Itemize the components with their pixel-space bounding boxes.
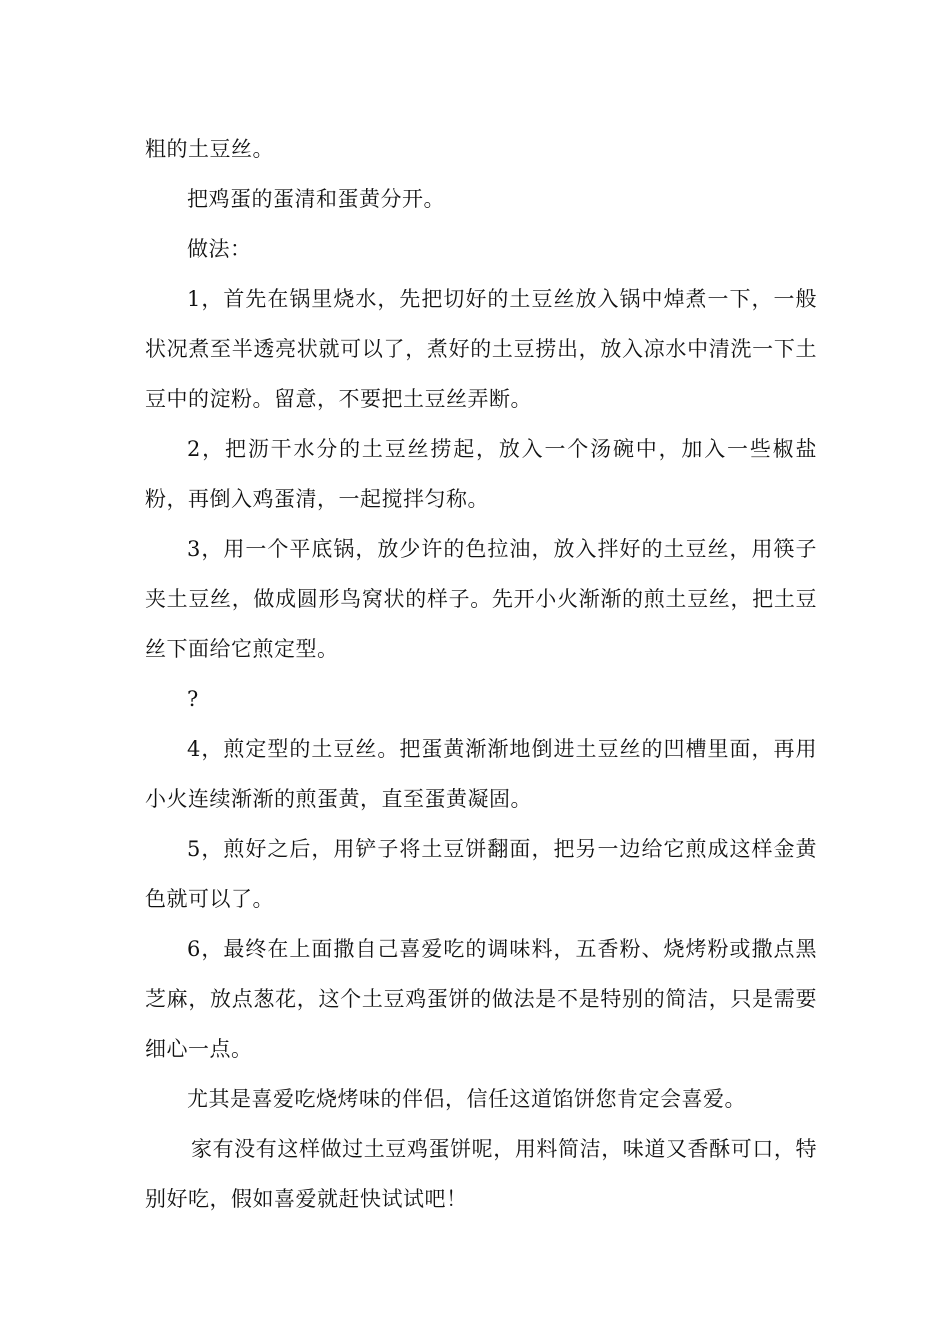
paragraph-step-5: 5，煎好之后，用铲子将土豆饼翻面，把另一边给它煎成这样金黄色就可以了。 bbox=[145, 837, 817, 911]
paragraph-step-2: 2，把沥干水分的土豆丝捞起，放入一个汤碗中，加入一些椒盐粉，再倒入鸡蛋清，一起搅拌匀称。 bbox=[145, 437, 817, 511]
paragraph-step-4: 4，煎定型的土豆丝。把蛋黄渐渐地倒进土豆丝的凹槽里面，再用小火连续渐渐的煎蛋黄，直至蛋黄凝固。 bbox=[145, 737, 817, 811]
document-body bbox=[145, 124, 817, 1224]
paragraph-closing: 家有没有这样做过土豆鸡蛋饼呢，用料简洁，味道又香酥可口，特别好吃，假如喜爱就赶快试试吧！ bbox=[145, 1137, 817, 1211]
paragraph-method-heading: 做法： bbox=[187, 237, 252, 261]
paragraph-step-1: 1，首先在锅里烧水，先把切好的土豆丝放入锅中焯煮一下，一般状况煮至半透亮状就可以了，煮好的土豆捞出，放入凉水中清洗一下土豆中的淀粉。留意，不要把土豆丝弄断。 bbox=[145, 287, 817, 411]
paragraph-bbq-note: 尤其是喜爱吃烧烤味的伴侣，信任这道馅饼您肯定会喜爱。 bbox=[187, 1087, 746, 1111]
paragraph-separate-eggs: 把鸡蛋的蛋清和蛋黄分开。 bbox=[187, 187, 445, 211]
paragraph-placeholder: ? bbox=[187, 687, 199, 711]
paragraph-step-3: 3，用一个平底锅，放少许的色拉油，放入拌好的土豆丝，用筷子夹土豆丝，做成圆形鸟窝状的样子。先开小火渐渐的煎土豆丝，把土豆丝下面给它煎定型。 bbox=[145, 537, 817, 661]
paragraph-step-6: 6，最终在上面撒自己喜爱吃的调味料，五香粉、烧烤粉或撒点黑芝麻，放点葱花，这个土豆鸡蛋饼的做法是不是特别的简洁，只是需要细心一点。 bbox=[145, 937, 817, 1061]
paragraph-continuation: 粗的土豆丝。 bbox=[145, 137, 274, 161]
